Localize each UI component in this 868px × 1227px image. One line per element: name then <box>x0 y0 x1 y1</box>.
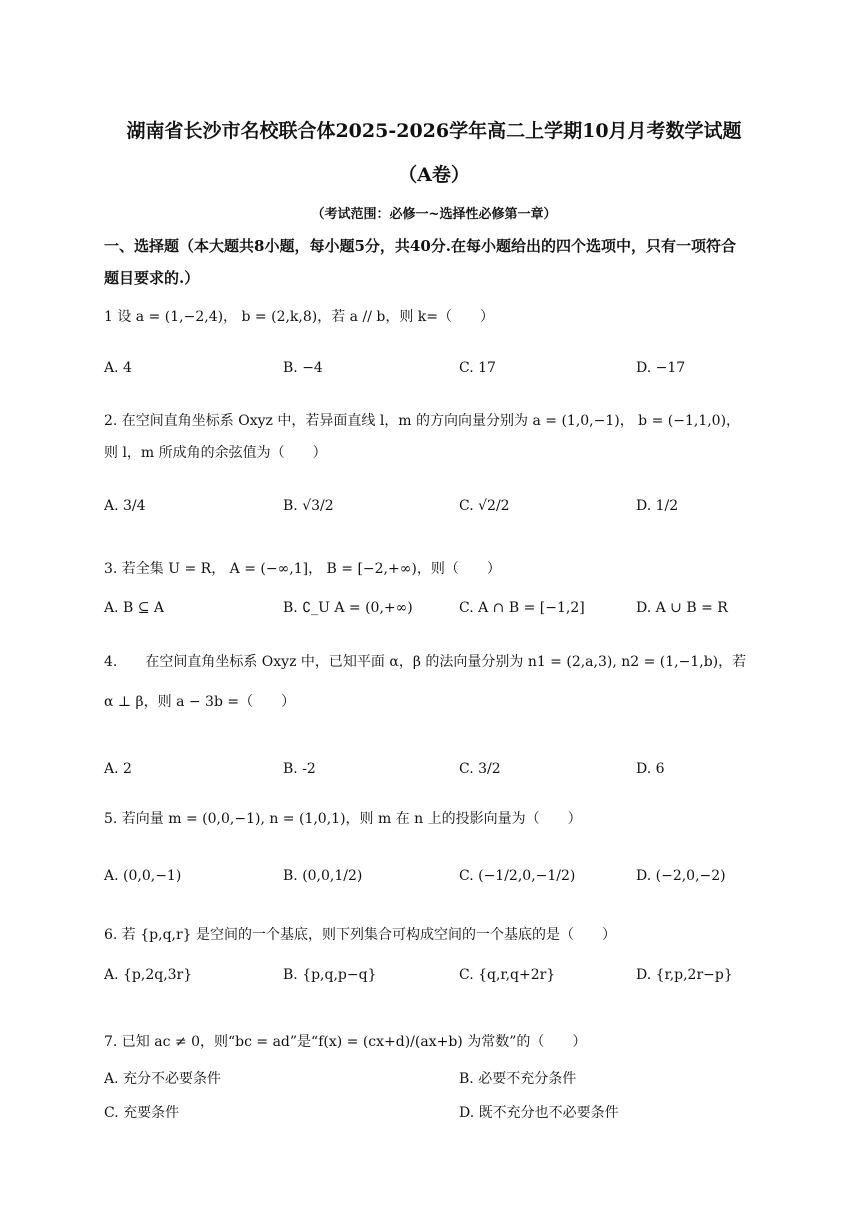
question-2-stem-line1: 2. 在空间直角坐标系 Oxyz 中，若异面直线 l，m 的方向向量分别为 a = (1,0,−1)， b = (−1,1,0)， <box>104 413 741 429</box>
question-4-stem-line1: 4. 在空间直角坐标系 Oxyz 中，已知平面 α，β 的法向量分别为 n1 = (2,a,3), n2 = (1,−1,b)，若 <box>104 654 747 670</box>
question-7-option-a: A. 充分不必要条件 <box>104 1071 222 1087</box>
question-3-stem: 3. 若全集 U = R， A = (−∞,1]， B = [−2,+∞)，则（ ） <box>104 561 501 577</box>
question-2-option-d: D. 1/2 <box>636 498 679 514</box>
question-5-option-b: B. (0,0,1/2) <box>283 868 363 884</box>
question-5-option-c: C. (−1/2,0,−1/2) <box>459 868 576 884</box>
section-heading-line2: 题目要求的.） <box>104 269 200 287</box>
question-1-option-c: C. 17 <box>459 360 496 376</box>
question-3-option-c: C. A ∩ B = [−1,2] <box>459 600 585 616</box>
question-7-option-b: B. 必要不充分条件 <box>459 1071 577 1087</box>
question-4-option-b: B. -2 <box>283 761 316 777</box>
section-heading <box>104 230 764 294</box>
question-4-option-d: D. 6 <box>636 761 665 777</box>
question-6-option-a: A. {p,2q,3r} <box>104 967 193 983</box>
question-1-option-d: D. −17 <box>636 360 686 376</box>
question-4-option-a: A. 2 <box>104 761 132 777</box>
question-6-stem: 6. 若 {p,q,r} 是空间的一个基底，则下列集合可构成空间的一个基底的是（ ） <box>104 927 617 943</box>
exam-title-volume: （A卷） <box>398 164 470 186</box>
question-5-stem: 5. 若向量 m = (0,0,−1), n = (1,0,1)，则 m 在 n 上的投影向量为（ ） <box>104 811 582 827</box>
question-7-option-c: C. 充要条件 <box>104 1105 180 1121</box>
question-5-option-a: A. (0,0,−1) <box>104 868 182 884</box>
question-3-option-a: A. B ⊆ A <box>104 600 165 616</box>
section-heading-line1: 一、选择题（本大题共8小题，每小题5分，共40分.在每小题给出的四个选项中，只有一项符合 <box>104 237 736 255</box>
question-1-option-b: B. −4 <box>283 360 323 376</box>
question-2-option-c: C. √2/2 <box>459 498 510 514</box>
question-5-option-d: D. (−2,0,−2) <box>636 868 726 884</box>
question-2-stem-line2: 则 l，m 所成角的余弦值为（ ） <box>104 445 327 461</box>
question-3-option-d: D. A ∪ B = R <box>636 600 728 616</box>
question-3-option-b: B. ∁_U A = (0,+∞) <box>283 600 413 616</box>
question-4-stem-line2: α ⊥ β，则 a − 3b =（ ） <box>104 694 296 710</box>
question-6-option-c: C. {q,r,q+2r} <box>459 967 556 983</box>
question-6-option-b: B. {p,q,p−q} <box>283 967 377 983</box>
question-7-option-d: D. 既不充分也不必要条件 <box>459 1105 619 1121</box>
question-2-option-a: A. 3/4 <box>104 498 146 514</box>
question-6-option-d: D. {r,p,2r−p} <box>636 967 733 983</box>
question-4-option-c: C. 3/2 <box>459 761 501 777</box>
exam-scope: （考试范围：必修一~选择性必修第一章） <box>311 207 557 222</box>
question-2-option-b: B. √3/2 <box>283 498 334 514</box>
question-1-stem: 1 设 a = (1,−2,4)， b = (2,k,8)，若 a // b，则 k=（ ） <box>104 309 494 325</box>
exam-title: 湖南省长沙市名校联合体2025-2026学年高二上学期10月月考数学试题 <box>126 120 742 142</box>
question-1-option-a: A. 4 <box>104 360 132 376</box>
question-7-stem: 7. 已知 ac ≠ 0，则“bc = ad”是“f(x) = (cx+d)/(ax+b) 为常数”的（ ） <box>104 1034 587 1050</box>
